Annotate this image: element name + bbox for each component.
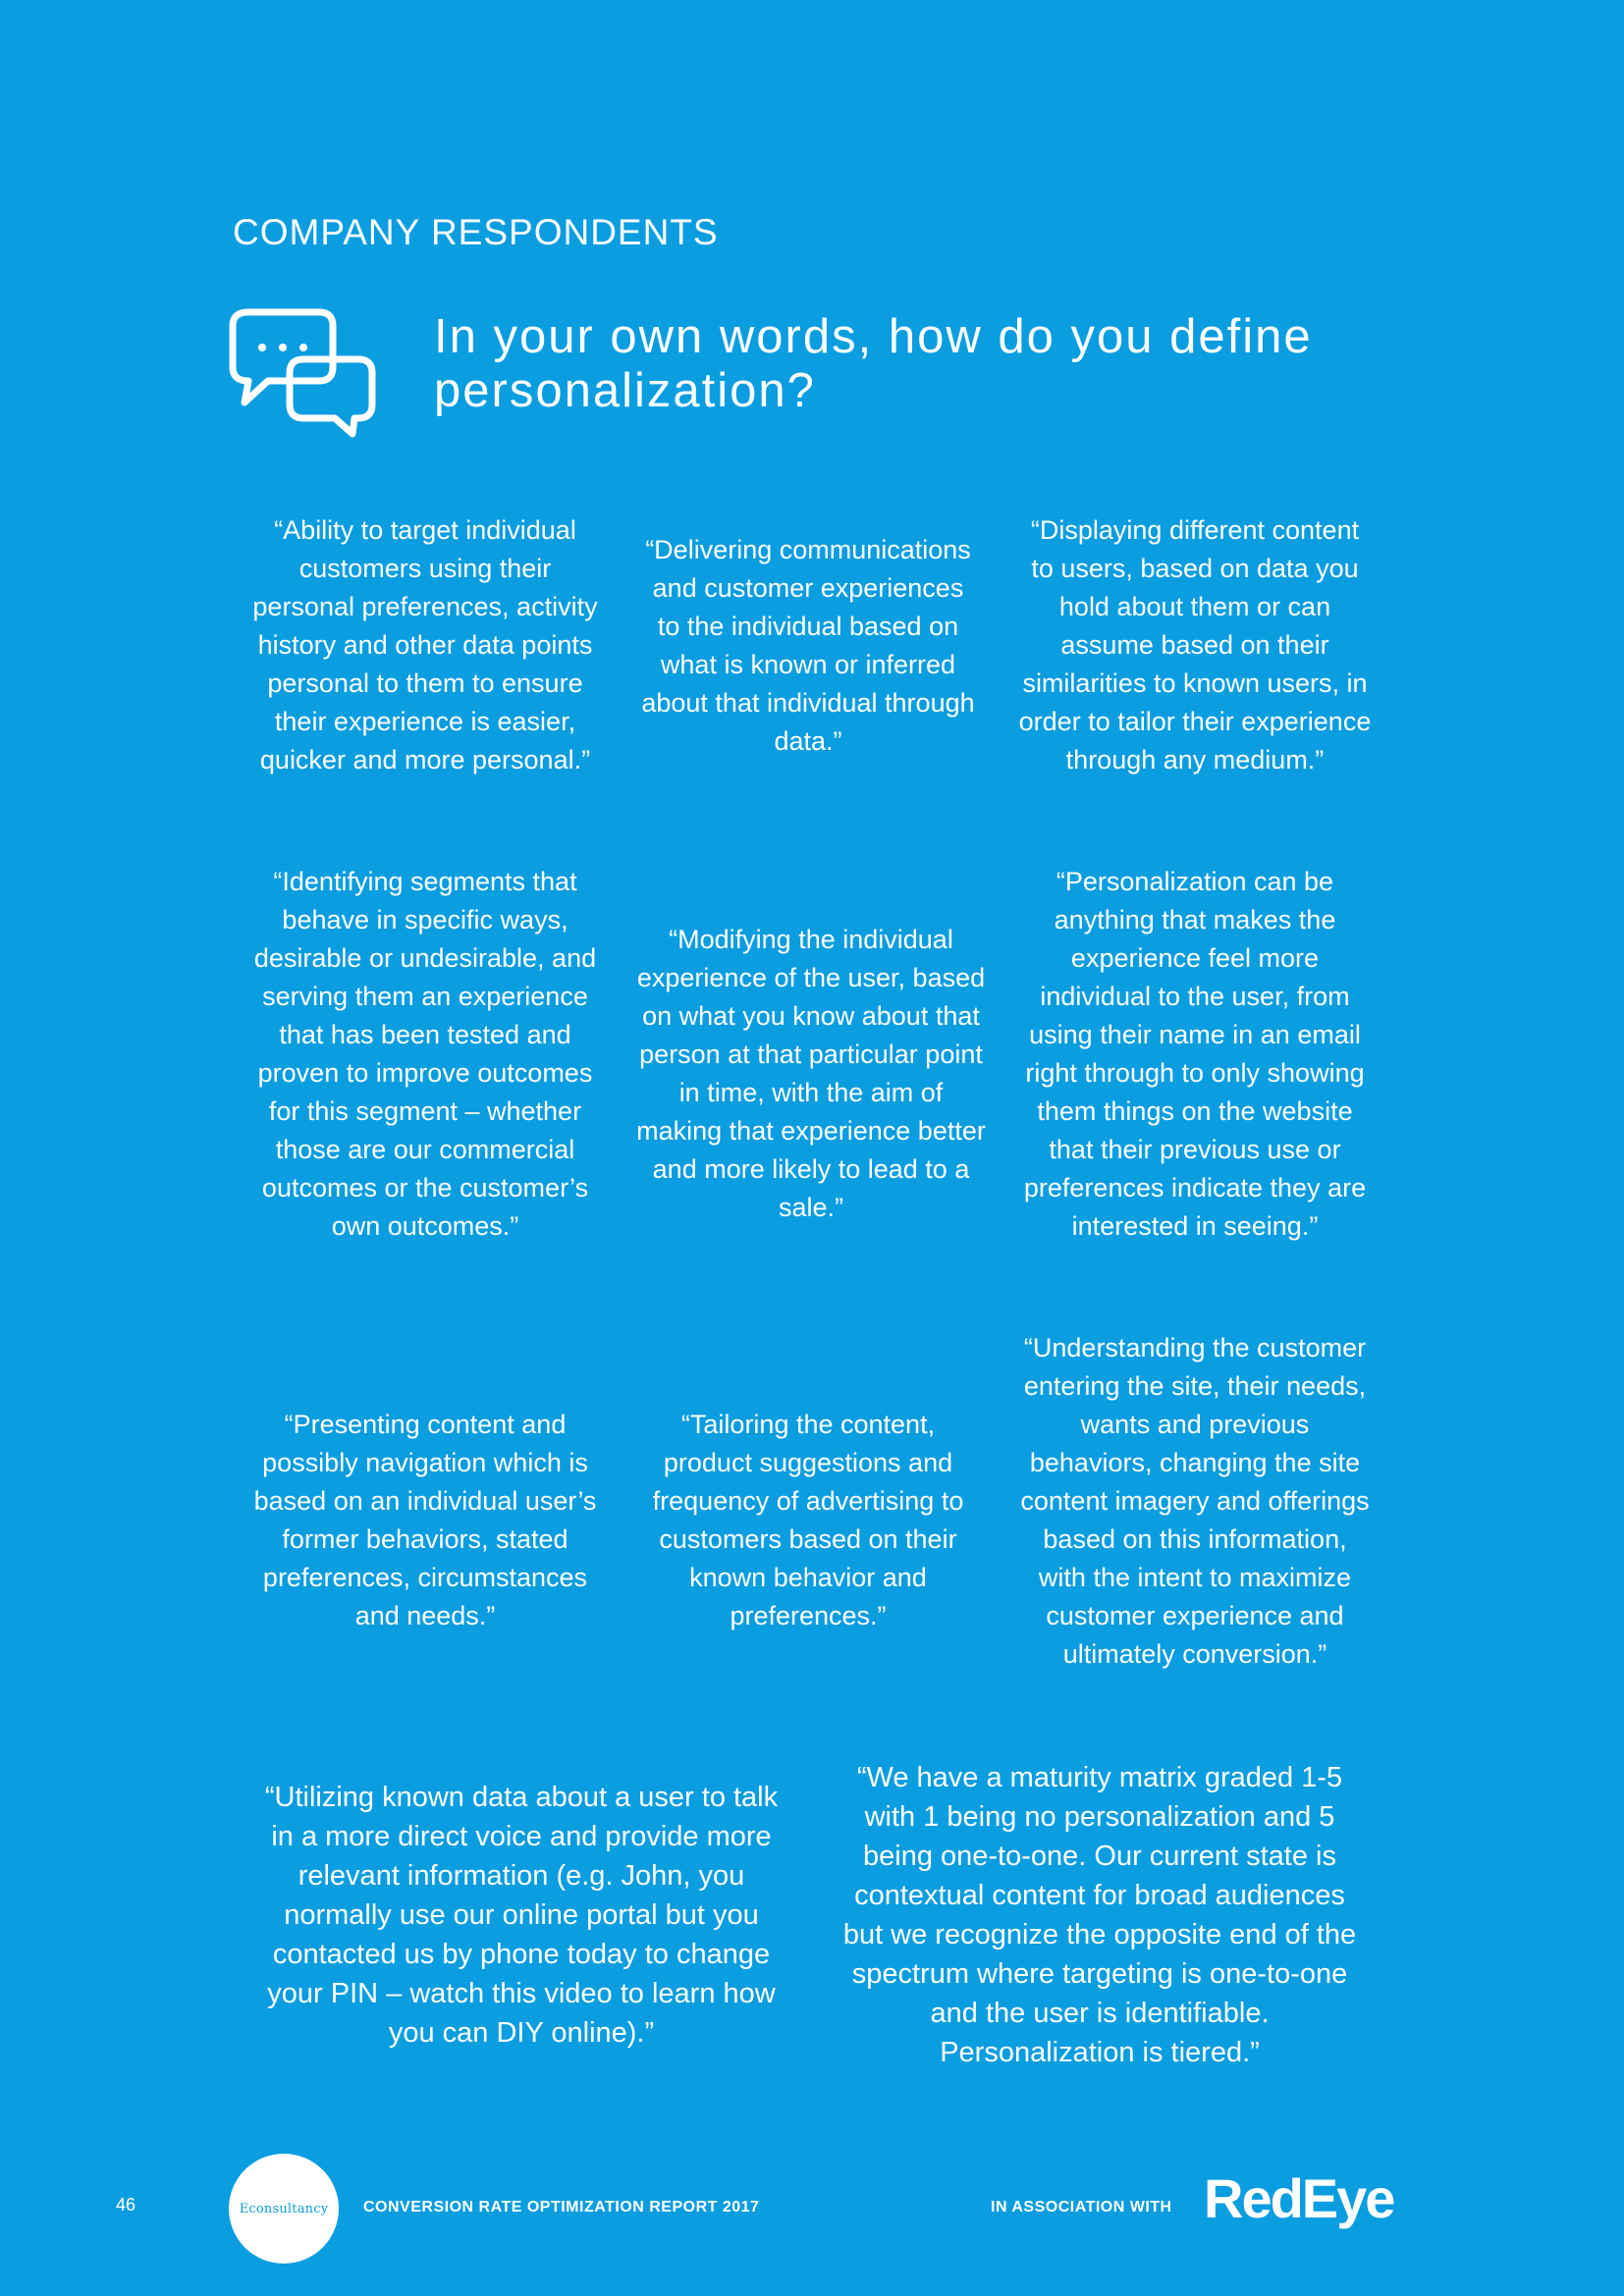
quote-8: “Tailoring the content, product suggestions and frequency of advertising to customers based on their known behavior and preferences.”: [652, 1410, 964, 1630]
quote-11: “We have a maturity matrix graded 1-5 with 1 being no personalization and 5 being one-to-one. Our current state is contextual content for broad audiences but we recognize the opposite end of the spectrum where targeting is one-to-one and the user is identifiable. Personalization is tiered.”: [842, 1762, 1357, 2068]
quote-3: “Displaying different content to users, based on data you hold about them or can assume based on their similarities to known users, in order to tailor their experience through any medium.”: [1018, 515, 1372, 774]
question-heading: In your own words, how do you define personalization?: [434, 310, 1313, 417]
association-label: IN ASSOCIATION WITH: [991, 2199, 1172, 2216]
section-label: COMPANY RESPONDENTS: [233, 212, 719, 252]
econsultancy-logo: [229, 2154, 339, 2264]
quote-4: “Identifying segments that behave in specific ways, desirable or undesirable, and serving them an experience that has been tested and proven to improve outcomes for this segment – whether those are our commercial outcomes or the customer’s own outcomes.”: [253, 867, 597, 1241]
quote-10: “Utilizing known data about a user to talk in a more direct voice and provide more relevant information (e.g. John, you normally use our online portal but you contacted us by phone today to change your PIN – watch this video to learn how you can DIY online).”: [264, 1782, 779, 2049]
quote-7: “Presenting content and possibly navigation which is based on an individual user’s former behaviors, stated preferences, circumstances and needs.”: [253, 1410, 597, 1630]
quote-5: “Modifying the individual experience of the user, based on what you know about that person at that particular point in time, with the aim of making that experience better and more likely to lead to a sale.”: [636, 925, 986, 1222]
redeye-logo: RedEye: [1204, 2167, 1394, 2229]
report-title: CONVERSION RATE OPTIMIZATION REPORT 2017: [363, 2199, 760, 2216]
logo-text: Econsultancy: [239, 2201, 329, 2216]
quote-1: “Ability to target individual customers using their personal preferences, activity history and other data points personal to them to ensure their experience is easier, quicker and more personal.”: [252, 515, 598, 774]
chat-bubbles-icon: [229, 308, 376, 438]
quote-2: “Delivering communications and customer experiences to the individual based on what is known or inferred about that individual through data.”: [641, 535, 975, 756]
page-number: 46: [116, 2195, 136, 2215]
quote-6: “Personalization can be anything that makes the experience feel more individual to the user, from using their name in an email right through to only showing them things on the website that their previous use or preferences indicate they are interested in seeing.”: [1023, 867, 1367, 1241]
quote-9: “Understanding the customer entering the site, their needs, wants and previous behaviors, changing the site content imagery and offerings based on this information, with the intent to maximize customer experience and ultimately conversion.”: [1020, 1333, 1370, 1669]
